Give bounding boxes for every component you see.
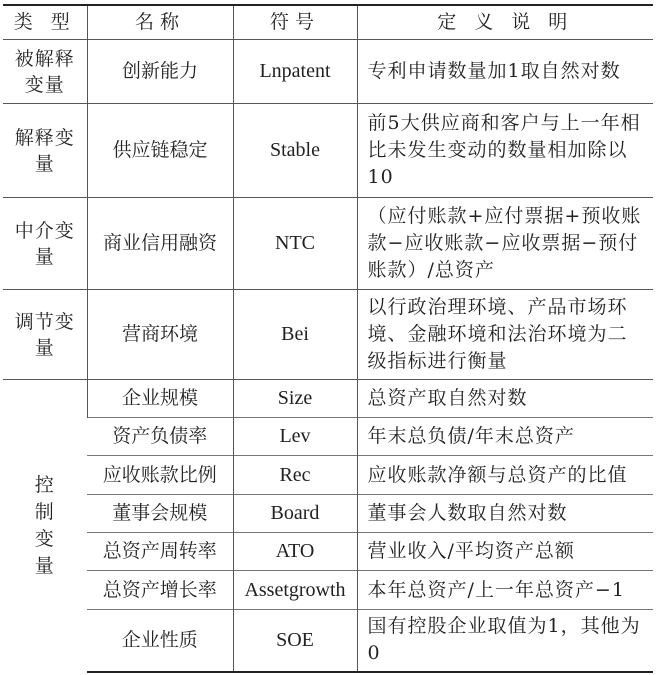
variable-definition: 总资产取自然对数 <box>357 380 653 418</box>
variable-type: 调节变量 <box>3 290 87 380</box>
variable-type: 中介变量 <box>3 198 87 290</box>
variable-definition: 前5大供应商和客户与上一年相比未发生变动的数量相加除以10 <box>357 104 653 198</box>
variable-definition: 董事会人数取自然对数 <box>357 495 653 533</box>
variable-name: 应收账款比例 <box>87 456 233 495</box>
variable-name: 企业规模 <box>87 380 233 418</box>
variable-name: 董事会规模 <box>87 495 233 533</box>
variable-name: 供应链稳定 <box>87 104 233 198</box>
table-row <box>3 198 653 290</box>
variable-symbol: Stable <box>233 104 357 198</box>
variable-symbol: Assetgrowth <box>233 571 357 610</box>
variable-type: 被解释变量 <box>3 40 87 104</box>
variable-type: 解释变量 <box>3 104 87 198</box>
variable-name: 总资产增长率 <box>87 571 233 610</box>
variable-definition: （应付账款+应付票据+预收账款−应收账款−应收票据−预付账款）/总资产 <box>357 198 653 290</box>
table-row <box>3 571 653 610</box>
variable-symbol: Size <box>233 380 357 418</box>
variable-name: 创新能力 <box>87 40 233 104</box>
table-row <box>3 456 653 495</box>
variable-symbol: Lnpatent <box>233 40 357 104</box>
header-row <box>3 5 653 40</box>
table-row <box>3 290 653 380</box>
header-definition: 定 义 说 明 <box>357 5 653 40</box>
variable-name: 资产负债率 <box>87 418 233 456</box>
variable-definition: 国有控股企业取值为1，其他为0 <box>357 610 653 672</box>
variable-symbol: SOE <box>233 610 357 672</box>
variable-definition: 营业收入/平均资产总额 <box>357 533 653 571</box>
table-row <box>3 610 653 672</box>
variable-name: 营商环境 <box>87 290 233 380</box>
variable-definition-table <box>3 4 653 673</box>
table-row <box>3 533 653 571</box>
variable-symbol: NTC <box>233 198 357 290</box>
header-symbol: 符号 <box>233 5 357 40</box>
table-row <box>3 380 653 418</box>
header-type: 类 型 <box>3 5 87 40</box>
variable-symbol: Bei <box>233 290 357 380</box>
header-name: 名称 <box>87 5 233 40</box>
variable-symbol: ATO <box>233 533 357 571</box>
control-type-label: 控制变量 <box>34 473 55 577</box>
variable-definition: 以行政治理环境、产品市场环境、金融环境和法治环境为二级指标进行衡量 <box>357 290 653 380</box>
table-row <box>3 104 653 198</box>
variable-definition: 专利申请数量加1取自然对数 <box>357 40 653 104</box>
control-variable-type <box>3 380 87 672</box>
variable-name: 企业性质 <box>87 610 233 672</box>
table-row <box>3 40 653 104</box>
variable-name: 总资产周转率 <box>87 533 233 571</box>
table-row <box>3 418 653 456</box>
variable-definition: 应收账款净额与总资产的比值 <box>357 456 653 495</box>
variable-name: 商业信用融资 <box>87 198 233 290</box>
table-row <box>3 495 653 533</box>
variable-symbol: Rec <box>233 456 357 495</box>
variable-definition: 年末总负债/年末总资产 <box>357 418 653 456</box>
variable-symbol: Lev <box>233 418 357 456</box>
variable-definition: 本年总资产/上一年总资产−1 <box>357 571 653 610</box>
variable-symbol: Board <box>233 495 357 533</box>
